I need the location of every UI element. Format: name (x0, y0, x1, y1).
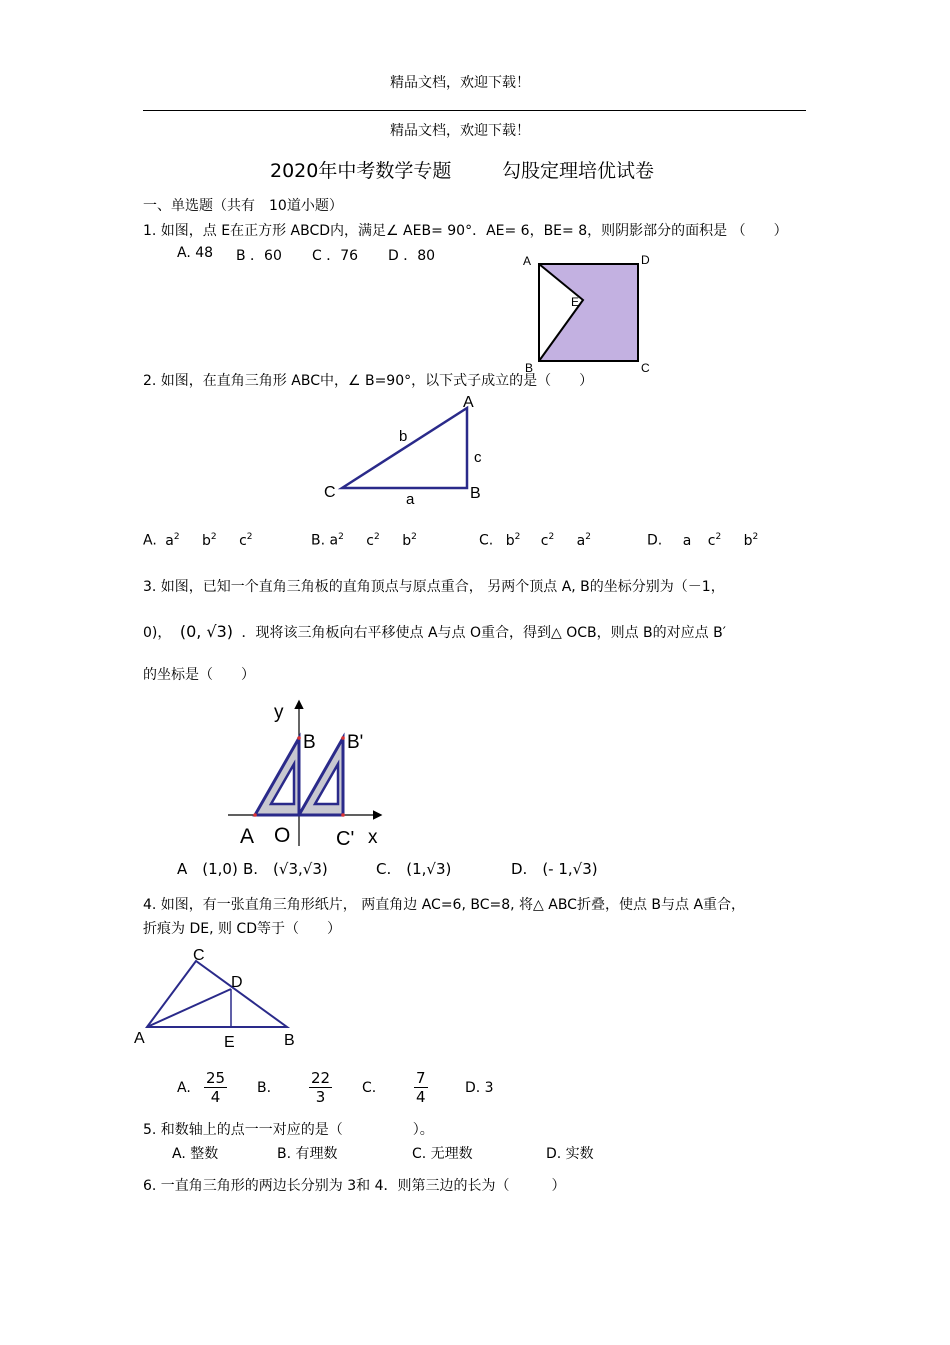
question-6-text: 6. 一直角三角形的两边长分别为 3和 4．则第三边的长为（ ） (143, 1178, 566, 1194)
q3-option-b: B. (√3,√3) (243, 860, 328, 878)
q1-label-b: B (525, 361, 534, 375)
q1-option-c: C ．76 (312, 248, 359, 264)
q3-label-x: x (368, 827, 378, 848)
header-rule (143, 110, 806, 111)
q1-option-b: B ．60 (236, 248, 282, 264)
q4-option-a-label: A. (177, 1080, 191, 1096)
q1-label-e: E (571, 295, 580, 309)
q5-option-c: C. 无理数 (412, 1146, 473, 1162)
q2-triangle-figure (318, 390, 498, 508)
q1-square-figure (515, 250, 665, 375)
q3-option-d: D. (- 1,√3) (511, 860, 598, 878)
q3-option-c: C. (1,√3) (376, 860, 452, 878)
q1-option-a: A. 48 (177, 245, 214, 261)
q2-option-d: D. a $c^2$ $b^2$ (647, 532, 759, 549)
q2-label-c-vertex: C (324, 484, 336, 501)
q3-label-b: B (303, 732, 316, 753)
question-3-line3: 的坐标是（ ） (143, 667, 255, 683)
q5-option-a: A. 整数 (172, 1146, 219, 1162)
q4-option-a-fraction: $\frac{25}{4}$ (206, 1069, 226, 1106)
q4-option-b-label: B. (257, 1080, 272, 1096)
q1-option-d: D ．80 (388, 248, 436, 264)
paper-title-left: 2020年中考数学专题 (270, 160, 452, 182)
q4-triangle-figure (130, 942, 310, 1052)
q1-label-a: A (523, 254, 532, 268)
q5-option-d: D. 实数 (546, 1146, 594, 1162)
q2-label-b-vertex: B (470, 485, 481, 502)
section-heading: 一、单选题（共有 10道小题） (143, 198, 343, 214)
question-3-line2: 0)， (0, √3) ．现将该三角板向右平移使点 A与点 O重合，得到△ OCB，则点 B的对应点 B′ (143, 622, 726, 641)
q4-option-c-label: C. (362, 1080, 377, 1096)
question-2-text: 2. 如图，在直角三角形 ABC中，∠ B=90°，以下式子成立的是（ ） (143, 373, 594, 389)
q1-shaded-region (539, 264, 638, 361)
q2-option-b: B. $a^2$ $c^2$ $b^2$ (311, 532, 417, 549)
question-4-line1: 4. 如图，有一张直角三角形纸片， 两直角边 AC=6, BC=8, 将△ ABC折叠，使点 B与点 A重合， (143, 897, 746, 913)
q4-label-e: E (224, 1034, 235, 1051)
question-3-line1: 3. 如图，已知一个直角三角板的直角顶点与原点重合， 另两个顶点 A, B的坐标分别为（－1， (143, 579, 725, 595)
page-header-repeat: 精品文档，欢迎下载！ (390, 123, 530, 139)
q3-label-b-prime: B' (347, 732, 364, 753)
q4-label-b: B (284, 1032, 295, 1049)
q4-label-a: A (134, 1030, 145, 1047)
q3-point-b: (0, √3) (179, 622, 234, 641)
q1-label-c: C (641, 361, 650, 375)
q3-label-a: A (240, 825, 255, 848)
q4-label-c: C (193, 947, 205, 964)
question-1-text: 1. 如图，点 E在正方形 ABCD内，满足∠ AEB= 90°．AE= 6，BE= 8，则阴影部分的面积是 （ ） (143, 223, 788, 239)
q4-option-b-fraction: $\frac{22}{3}$ (311, 1069, 331, 1106)
q2-option-c: C. $b^2$ $c^2$ $a^2$ (479, 532, 591, 549)
q1-label-d: D (641, 253, 650, 267)
q2-label-b-side: b (399, 428, 408, 445)
q3-coordinate-figure (222, 698, 392, 853)
q4-label-d: D (231, 974, 243, 991)
question-5-text: 5. 和数轴上的点一一对应的是（ ）。 (143, 1122, 434, 1138)
q2-option-a: A. $a^2$ $b^2$ $c^2$ (143, 532, 253, 549)
q4-option-d: D. 3 (465, 1080, 494, 1096)
paper-title-right: 勾股定理培优试卷 (502, 160, 655, 182)
q3-option-a: A (1,0) (177, 860, 238, 878)
q3-label-y: y (274, 702, 284, 723)
question-4-line2: 折痕为 DE, 则 CD等于（ ） (143, 921, 341, 937)
q2-label-a-vertex: A (463, 394, 474, 411)
q3-label-c-prime: C' (336, 828, 355, 850)
q5-option-b: B. 有理数 (277, 1146, 338, 1162)
q2-label-c-side: c (474, 449, 482, 466)
q2-label-a-side: a (406, 491, 415, 508)
page-header: 精品文档，欢迎下载！ (390, 75, 530, 91)
q3-label-o: O (274, 824, 291, 847)
q4-option-c-fraction: $\frac{7}{4}$ (416, 1069, 426, 1106)
